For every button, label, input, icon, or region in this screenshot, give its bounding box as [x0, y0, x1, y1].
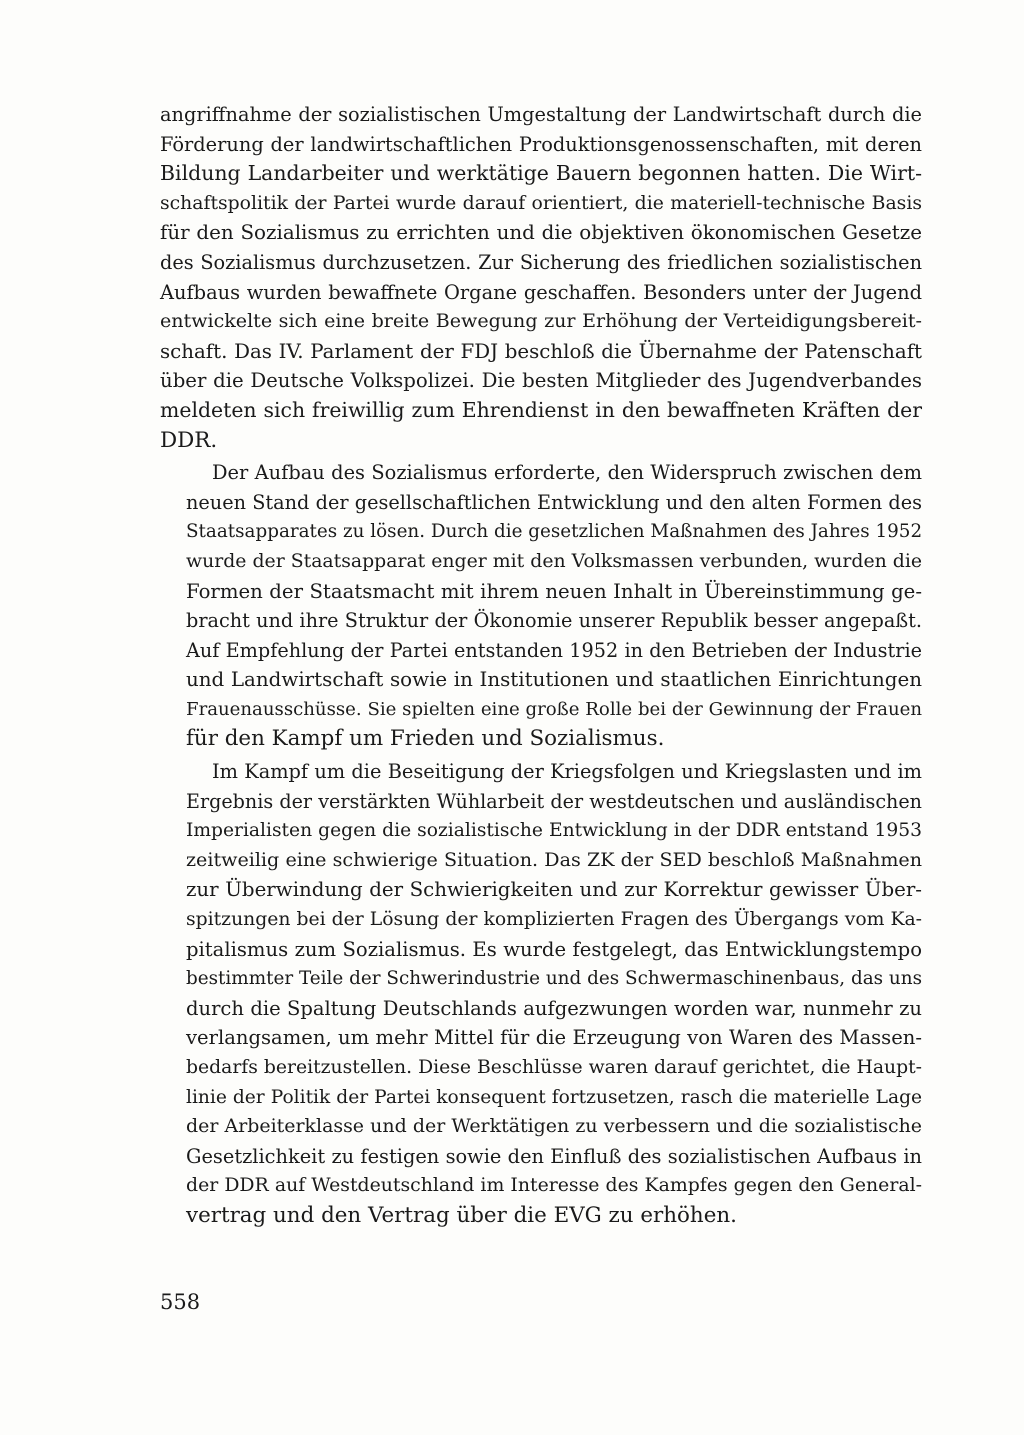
text-line: und Landwirtschaft sowie in Institutionen und staatlichen Einrichtungen — [186, 668, 922, 692]
text-line: neuen Stand der gesellschaftlichen Entwicklung und den alten Formen des — [186, 490, 922, 514]
text-line: der Arbeiterklasse und der Werktätigen zu verbessern und die sozialistische — [186, 1115, 922, 1138]
text-line: Der Aufbau des Sozialismus erforderte, den Widerspruch zwischen dem — [212, 461, 922, 485]
page-number: 558 — [160, 1290, 201, 1314]
text-line: bracht und ihre Struktur der Ökonomie unserer Republik besser angepaßt. — [186, 609, 922, 633]
text-line: Staatsapparates zu lösen. Durch die gesetzlichen Maßnahmen des Jahres 1952 — [186, 521, 923, 543]
text-line: Imperialisten gegen die sozialistische Entwicklung in der DDR entstand 1953 — [186, 820, 922, 842]
text-line: Ergebnis der verstärkten Wühlarbeit der westdeutschen und ausländischen — [186, 789, 922, 813]
text-line: für den Sozialismus zu errichten und die objektiven ökonomischen Gesetze — [160, 221, 922, 245]
text-line: zur Überwindung der Schwierigkeiten und zur Korrektur gewisser Über- — [186, 878, 922, 902]
text-line: angriffnahme der sozialistischen Umgestaltung der Landwirtschaft durch die — [160, 103, 922, 126]
text-line: Frauenausschüsse. Sie spielten eine große Rolle bei der Gewinnung der Frauen — [186, 698, 922, 720]
body-text — [160, 100, 922, 1234]
text-line: spitzungen bei der Lösung der komplizierten Fragen des Übergangs vom Ka- — [186, 909, 922, 931]
text-line: für den Kampf um Frieden und Sozialismus. — [186, 726, 665, 752]
text-line: Aufbaus wurden bewaffnete Organe geschaffen. Besonders unter der Jugend — [160, 280, 922, 304]
text-line: Bildung Landarbeiter und werktätige Bauern begonnen hatten. Die Wirt- — [160, 161, 922, 186]
text-line: bestimmter Teile der Schwerindustrie und des Schwermaschinenbaus, das uns — [186, 968, 922, 990]
text-line: Formen der Staatsmacht mit ihrem neuen Inhalt in Übereinstimmung ge- — [186, 579, 922, 603]
text-line: verlangsamen, um mehr Mittel für die Erzeugung von Waren des Massen- — [186, 1026, 922, 1050]
text-line: über die Deutsche Volkspolizei. Die besten Mitglieder des Jugendverbandes — [160, 369, 922, 393]
text-line: Auf Empfehlung der Partei entstanden 1952 in den Betrieben der Industrie — [186, 638, 922, 662]
text-line: des Sozialismus durchzusetzen. Zur Sicherung des friedlichen sozialistischen — [160, 250, 922, 274]
text-line: durch die Spaltung Deutschlands aufgezwungen worden war, nunmehr zu — [186, 996, 922, 1020]
text-line: der DDR auf Westdeutschland im Interesse des Kampfes gegen den General- — [186, 1174, 922, 1197]
text-line: entwickelte sich eine breite Bewegung zur Erhöhung der Verteidigungsbereit- — [160, 310, 922, 333]
text-line: wurde der Staatsapparat enger mit den Volksmassen verbunden, wurden die — [186, 550, 922, 572]
text-line: vertrag und den Vertrag über die EVG zu erhöhen. — [186, 1202, 737, 1228]
text-line: zeitweilig eine schwierige Situation. Das ZK der SED beschloß Maßnahmen — [186, 848, 922, 871]
text-line: linie der Politik der Partei konsequent fortzusetzen, rasch die materielle Lage — [186, 1086, 922, 1108]
paragraph-2 — [160, 458, 922, 754]
text-line: schaft. Das IV. Parlament der FDJ beschloß die Übernahme der Patenschaft — [160, 339, 922, 363]
text-line: DDR. — [160, 427, 218, 453]
text-line: Im Kampf um die Beseitigung der Kriegsfolgen und Kriegslasten und im — [212, 760, 922, 784]
text-line: Gesetzlichkeit zu festigen sowie den Einfluß des sozialistischen Aufbaus in — [186, 1144, 922, 1168]
text-line: pitalismus zum Sozialismus. Es wurde festgelegt, das Entwicklungstempo — [186, 937, 922, 961]
paragraph-1 — [160, 100, 922, 455]
text-line: Förderung der landwirtschaftlichen Produktionsgenossenschaften, mit deren — [160, 132, 922, 156]
text-line: schaftspolitik der Partei wurde darauf orientiert, die materiell-technische Basis — [160, 192, 922, 214]
text-line: bedarfs bereitzustellen. Diese Beschlüsse waren darauf gerichtet, die Haupt- — [186, 1057, 922, 1078]
paragraph-3 — [160, 757, 922, 1231]
text-line: meldeten sich freiwillig zum Ehrendienst in den bewaffneten Kräften der — [160, 397, 922, 422]
